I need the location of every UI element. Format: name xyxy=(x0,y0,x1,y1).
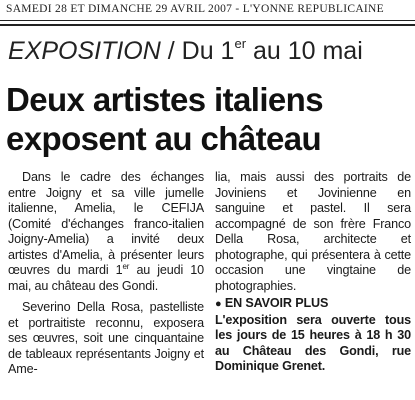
paragraph-1-sup: er xyxy=(122,261,130,271)
info-title-text: EN SAVOIR PLUS xyxy=(224,296,329,310)
headline xyxy=(6,80,410,158)
kicker-dates-start: Du 1 xyxy=(181,37,235,65)
article-paragraph-2-part-1: Severino Della Rosa, pastelliste et portraitiste reconnu, exposera ses œuvres, soit une cinquantaine de tableaux représentants Joigny et Ame- xyxy=(8,300,204,376)
paragraph-1-text-b: au jeudi 10 mai, au château des Gondi. xyxy=(8,263,204,293)
dateline: SAMEDI 28 ET DIMANCHE 29 AVRIL 2007 - L'YONNE REPUBLICAINE xyxy=(6,3,384,15)
bullet-icon: ● xyxy=(215,298,222,310)
kicker xyxy=(8,37,408,66)
article-column-right xyxy=(215,170,411,375)
headline-line-2: exposent au château xyxy=(6,120,322,157)
kicker-category: EXPOSITION xyxy=(8,37,161,65)
headline-line-1: Deux artistes italiens xyxy=(6,81,323,118)
kicker-dates-sup: er xyxy=(234,35,247,51)
info-box-body: L'exposition sera ouverte tous les jours de 15 heures à 18 h 30 au Château des Gondi, rue Dominique Grenet. xyxy=(215,312,411,373)
article-paragraph-1 xyxy=(8,170,204,294)
kicker-dates-end: au 10 mai xyxy=(246,37,363,65)
info-box-title xyxy=(215,296,411,313)
article-paragraph-2-part-2: lia, mais aussi des portraits de Joviniens et Jovinienne en sanguine et pastel. Il sera accompagné de son frère Franco Della Rosa, architecte et photographe, qui présentera à cette occasion une vingtaine de photographies. xyxy=(215,170,411,293)
article-column-left xyxy=(8,170,204,378)
kicker-separator: / xyxy=(160,37,182,65)
paragraph-1-text-a: Dans le cadre des échanges entre Joigny et sa ville jumelle italienne, Amelia, le CEFIJA (Comité d'échanges franco-italien Joigny-Amelia) a invité deux artistes d'Amelia, à présenter leurs œuvres du mardi 1 xyxy=(8,170,204,277)
header-rule-thick xyxy=(0,24,415,26)
header-rule-thin xyxy=(0,20,415,21)
